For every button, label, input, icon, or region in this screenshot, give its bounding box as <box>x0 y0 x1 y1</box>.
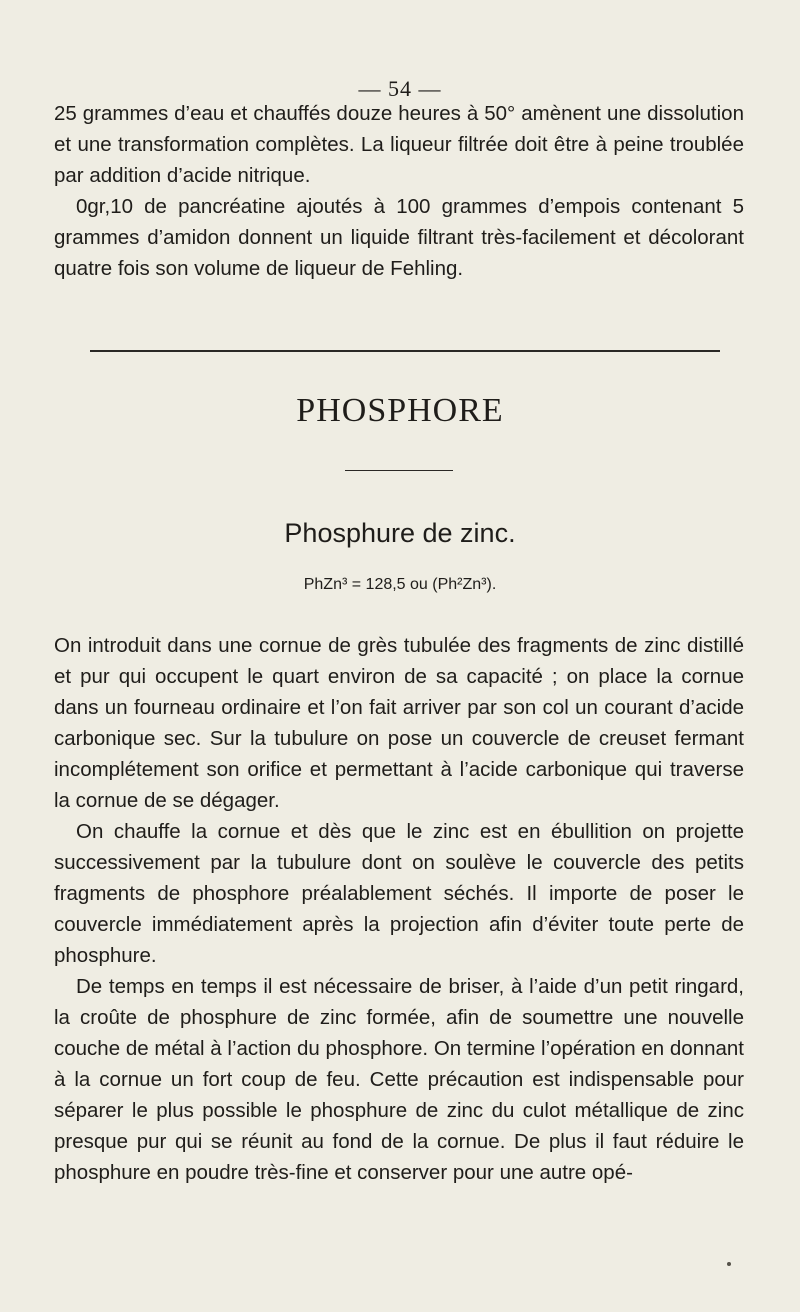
title-underline-rule <box>345 470 453 471</box>
body-paragraph-1: On introduit dans une cornue de grès tubulée des fragments de zinc distillé et pur qui occupent le quart environ de sa capacité ; on place la cornue dans un fourneau ordinaire et l’on fait arriver par son col un courant d’acide carbonique sec. Sur la tubulure on pose un couvercle de creuset fermant incomplétement son orifice et permettant à l’acide carbonique qui traverse la cornue de se dégager. <box>54 634 744 812</box>
section-divider-rule <box>90 350 720 352</box>
main-text-block <box>54 630 744 1188</box>
chemical-formula: PhZn³ = 128,5 ou (Ph²Zn³). <box>303 576 497 593</box>
body-paragraph-2: On chauffe la cornue et dès que le zinc est en ébullition on projette successivement par la tubulure dont on soulève le couvercle des petits fragments de phosphore préalablement séchés. Il importe de poser le couvercle immédiatement après la projection afin d’éviter toute perte de phosphure. <box>54 820 744 967</box>
page-number: — 54 — <box>358 76 442 101</box>
intro-paragraph-2: 0gr,10 de pancréatine ajoutés à 100 grammes d’empois contenant 5 grammes d’amidon donnent un liquide filtrant très-facilement et décolorant quatre fois son volume de liqueur de Fehling. <box>54 195 744 280</box>
body-paragraph-3: De temps en temps il est nécessaire de briser, à l’aide d’un petit ringard, la croûte de phosphure de zinc formée, afin de soumettre une nouvelle couche de métal à l’action du phosphore. On termine l’opération en donnant à la cornue un fort coup de feu. Cette précaution est indispensable pour séparer le plus possible le phosphure de zinc du culot métallique de zinc presque pur qui se réunit au fond de la cornue. De plus il faut réduire le phosphure en poudre très-fine et conserver pour une autre opé- <box>54 975 744 1184</box>
section-title: PHOSPHORE <box>296 392 504 429</box>
paper-speck <box>727 1262 731 1266</box>
intro-paragraph-1: 25 grammes d’eau et chauffés douze heures à 50° amènent une dissolution et une transformation complètes. La liqueur filtrée doit être à peine troublée par addition d’acide nitrique. <box>54 102 744 187</box>
intro-text-block <box>54 98 744 284</box>
subsection-title: Phosphure de zinc. <box>284 518 516 548</box>
